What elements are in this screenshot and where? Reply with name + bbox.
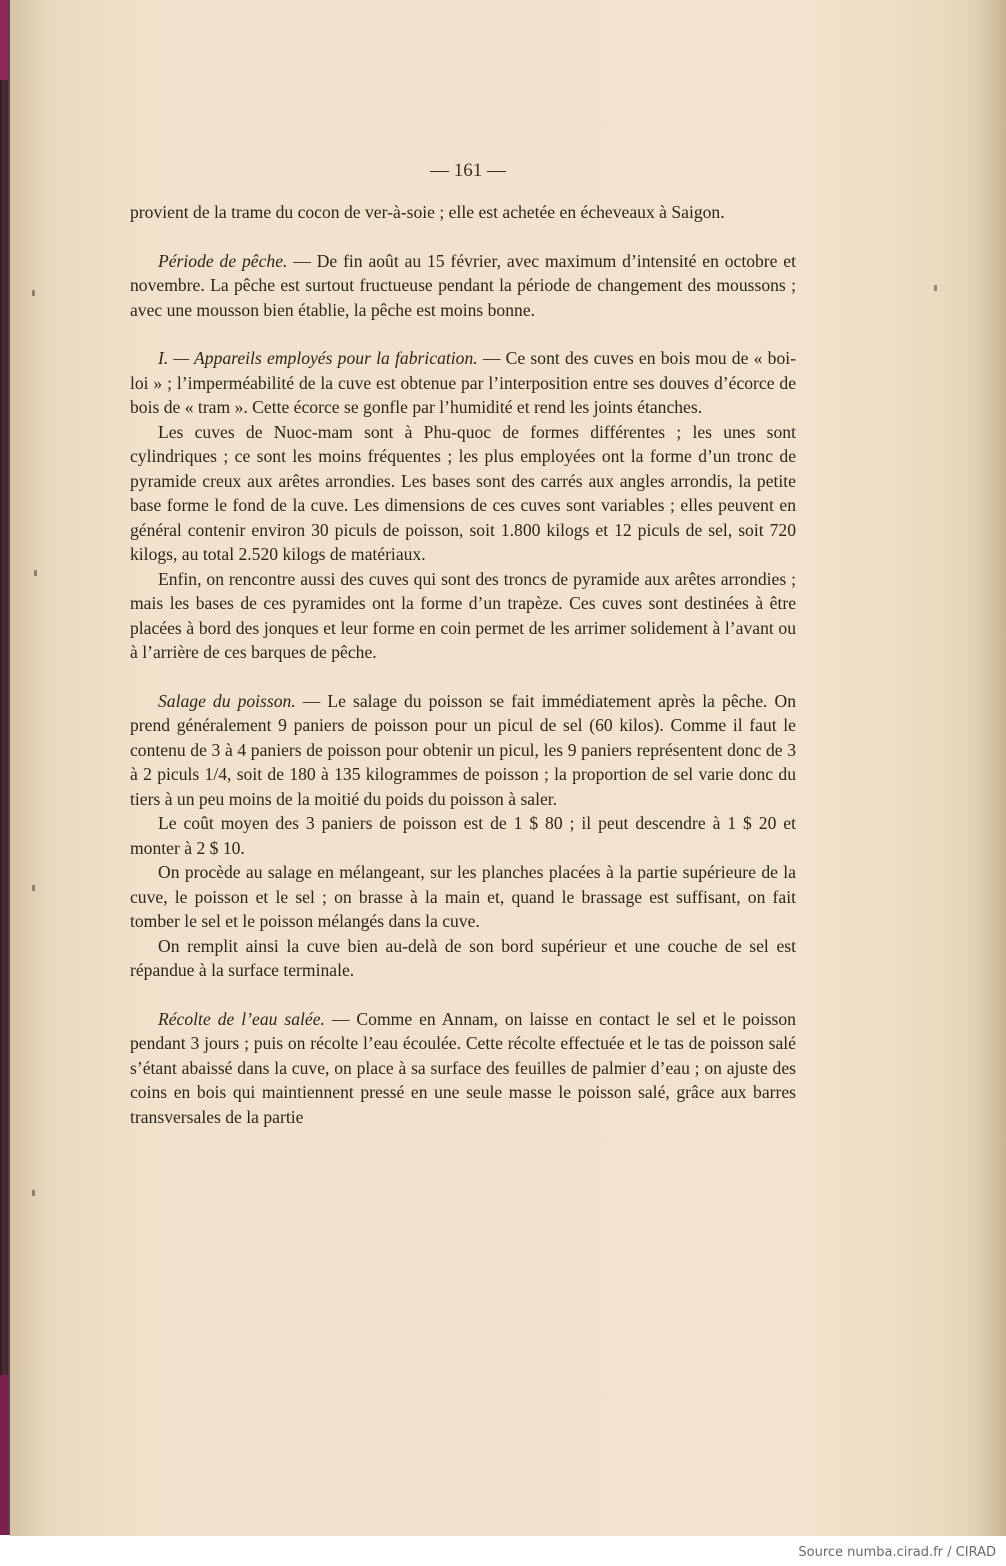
section-lead: Période de pêche.	[158, 250, 288, 271]
page-mark	[934, 285, 937, 291]
page-text	[130, 200, 796, 1129]
paragraph-procede: On procède au salage en mélangeant, sur les planches placées à la partie supérieure de la cuve, le poisson et le sel ; on brasse à la main et, quand le brassage est suffisant, on fait tomber le sel et le poisson mélangés dans la cuve.	[130, 862, 796, 931]
page-mark	[32, 885, 35, 891]
paragraph-remplit: On remplit ainsi la cuve bien au-delà de son bord supérieur et une couche de sel est répandue à la surface terminale.	[130, 935, 796, 980]
paragraph-recolte: Récolte de l’eau salée. — Comme en Annam, on laisse en contact le sel et le poisson pendant 3 jours ; puis on récolte l’eau écoulée. Cette récolte effectuée et le tas de poisson salé s’étant abaissé dans la cuve, on place à sa surface des feuilles de palmier d’eau ; on ajuste des coins en bois qui maintiennent pressé en une seule masse le poisson salé, grâce aux barres transversales de la partie	[130, 1008, 796, 1127]
paragraph-enfin: Enfin, on rencontre aussi des cuves qui sont des troncs de pyramide aux arêtes arrondies ; mais les bases de ces pyramides ont la forme d’un trapèze. Ces cuves sont destinées à être placées à bord des jonques et leur forme en coin permet de les arrimer solidement à l’avant ou à l’arrière de ces barques de pêche.	[130, 568, 796, 662]
section-lead: I. — Appareils employés pour la fabrication.	[158, 348, 478, 368]
paragraph-cout: Le coût moyen des 3 paniers de poisson est de 1 $ 80 ; il peut descendre à 1 $ 20 et monter à 2 $ 10.	[130, 813, 796, 858]
page-mark	[32, 1190, 35, 1196]
paragraph-1: provient de la trame du cocon de ver-à-soie ; elle est achetée en écheveaux à Saigon.	[130, 202, 725, 222]
paragraph-salage: Salage du poisson. — Le salage du poisson se fait immédiatement après la pêche. On prend généralement 9 paniers de poisson pour un picul de sel (60 kilos). Comme il faut le contenu de 3 à 4 paniers de poisson pour obtenir un picul, les 9 paniers représentent donc de 3 à 2 piculs 1/4, soit de 180 à 135 kilogrammes de poisson ; la proportion de sel varie donc du tiers à un peu moins de la moitié du poids du poisson à saler.	[130, 690, 796, 809]
paragraph-cuves: Les cuves de Nuoc-mam sont à Phu-quoc de formes différentes ; les unes sont cylindriques ; ce sont les moins fréquentes ; les plus employées ont la forme d’un tronc de pyramide creux aux arêtes arrondies. Les bases sont des carrés aux angles arrondis, la petite base forme le fond de la cuve. Les dimensions de ces cuves sont variables ; elles peuvent en général contenir environ 30 piculs de poisson, soit 1.800 kilogs et 12 piculs de sel, soit 720 kilogs, au total 2.520 kilogs de matériaux.	[130, 421, 796, 564]
source-credit: Source numba.cirad.fr / CIRAD	[798, 1545, 996, 1560]
paragraph-periode-de-peche: Période de pêche. — De fin août au 15 février, avec maximum d’intensité en octobre et novembre. La pêche est surtout fructueuse pendant la période de changement des moussons ; avec une mousson bien établie, la pêche est moins bonne.	[130, 250, 797, 320]
book-binding	[0, 0, 10, 1535]
page-edge-shadow	[976, 0, 1006, 1536]
section-lead: Récolte de l’eau salée.	[158, 1008, 325, 1029]
section-lead: Salage du poisson.	[158, 690, 296, 711]
page-mark	[34, 570, 37, 576]
book-page	[10, 0, 1006, 1536]
paragraph-appareils: I. — Appareils employés pour la fabrication. — Ce sont des cuves en bois mou de « boi-loi » ; l’imperméabilité de la cuve est obtenue par l’interposition entre ses douves d’écorce de bois de « tram ». Cette écorce se gonfle par l’humidité et rend les joints étanches.	[130, 348, 796, 417]
page-number: — 161 —	[430, 160, 506, 181]
page-mark	[32, 290, 35, 296]
